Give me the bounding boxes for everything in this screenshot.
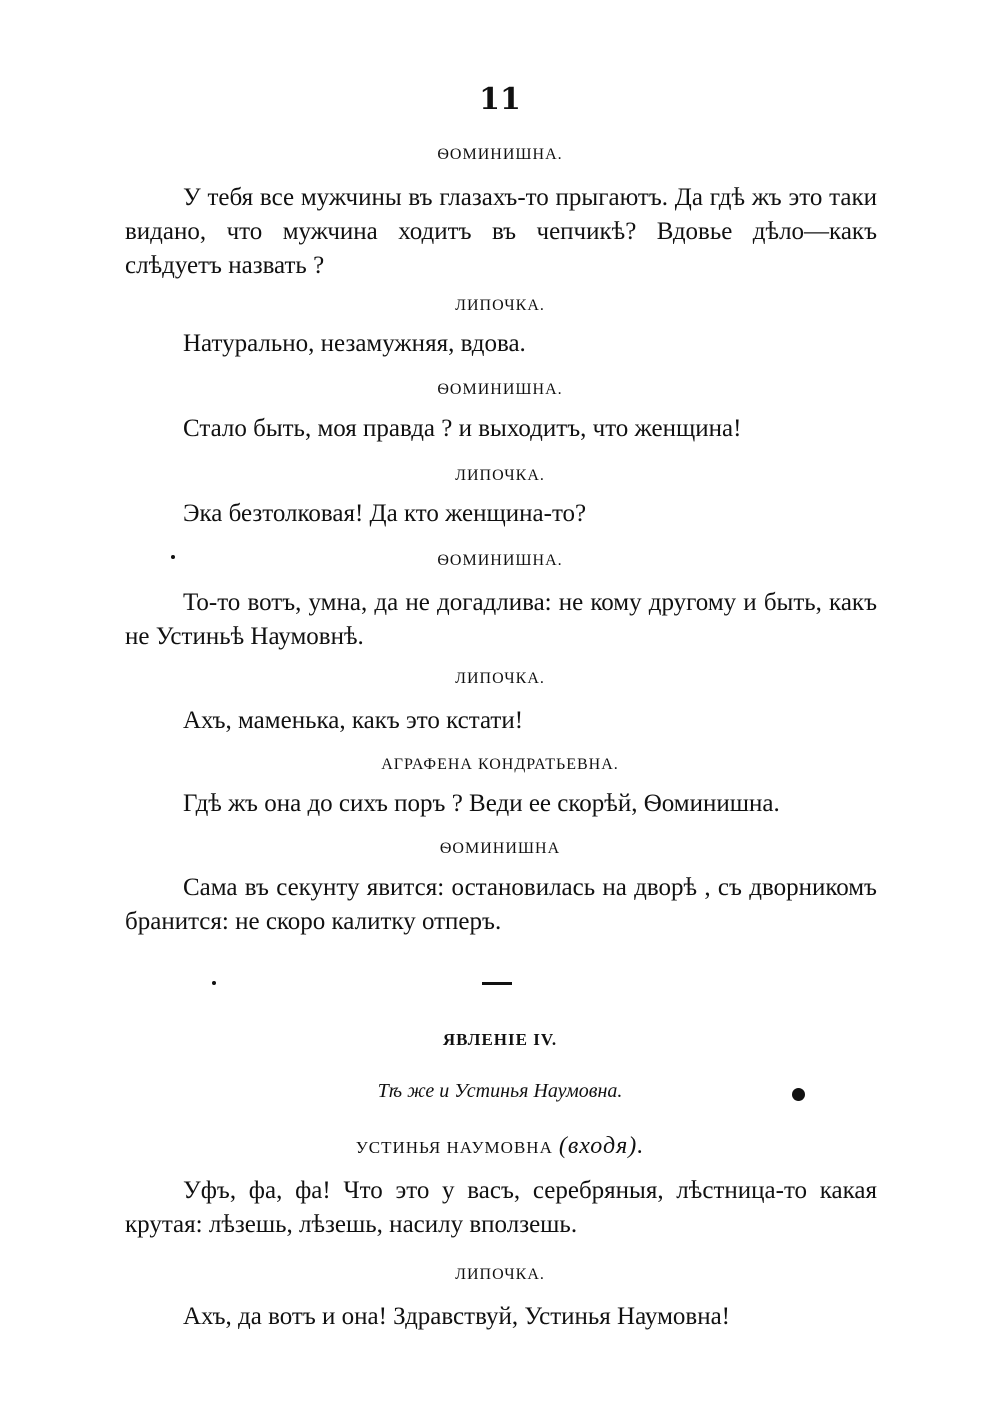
speaker-name: ѲОМИНИШНА.: [437, 381, 563, 398]
scene-direction: Тѣ же и Устинья Наумовна.: [377, 1080, 623, 1102]
speaker-name: ѲОМИНИШНА.: [437, 552, 563, 569]
speaker-name: ЛИПОЧКА.: [455, 297, 545, 314]
speech-text: То-то вотъ, умна, да не догадлива: не кому другому и быть, какъ не Устиньѣ Наумовнѣ.: [125, 589, 877, 650]
speech-text: Сама въ секунту явится: остановилась на дворѣ , съ дворникомъ бранится: не скоро калитку отперъ.: [125, 874, 877, 935]
speech-text: Уфъ, фа, фа! Что это у васъ, серебряныя, лѣстница-то какая крутая: лѣзешь, лѣзешь, насилу вползешь.: [125, 1177, 877, 1238]
speech-text: Ахъ, да вотъ и она! Здравствуй, Устинья Наумовна!: [183, 1303, 731, 1330]
entering-speaker: [0, 1133, 1000, 1160]
page-number: 11: [479, 82, 521, 117]
stage-direction: (входя).: [558, 1133, 645, 1159]
scene-title: ЯВЛЕНІЕ IV.: [442, 1030, 558, 1049]
entering-speaker-name: УСТИНЬЯ НАУМОВНА: [355, 1138, 553, 1157]
speaker-name: АГРАФЕНА КОНДРАТЬЕВНА.: [381, 756, 619, 773]
speech-text: Стало быть, моя правда ? и выходитъ, что женщина!: [183, 415, 742, 442]
speaker-name: ѲОМИНИШНА: [439, 840, 561, 857]
ink-speck: [212, 981, 216, 985]
speaker-name: ѲОМИНИШНА.: [437, 146, 563, 163]
speaker-name: ЛИПОЧКА.: [455, 670, 545, 687]
speaker-name: ЛИПОЧКА.: [455, 1266, 545, 1283]
speech-text: Гдѣ жъ она до сихъ поръ ? Веди ее скорѣй, Ѳоминишна.: [183, 790, 780, 817]
speech-text: У тебя все мужчины въ глазахъ-то прыгаютъ. Да гдѣ жъ это таки видано, что мужчина ходитъ въ чепчикѣ? Вдовье дѣло—какъ слѣдуетъ назвать ?: [125, 184, 877, 279]
speaker-name: ЛИПОЧКА.: [455, 467, 545, 484]
ink-speck: [171, 555, 175, 559]
speech-text: Натурально, незамужняя, вдова.: [183, 330, 526, 357]
speech-text: Ахъ, маменька, какъ это кстати!: [183, 707, 524, 734]
ink-blot: [792, 1088, 805, 1101]
section-divider: [482, 982, 512, 985]
speech-text: Эка безтолковая! Да кто женщина-то?: [183, 500, 587, 527]
